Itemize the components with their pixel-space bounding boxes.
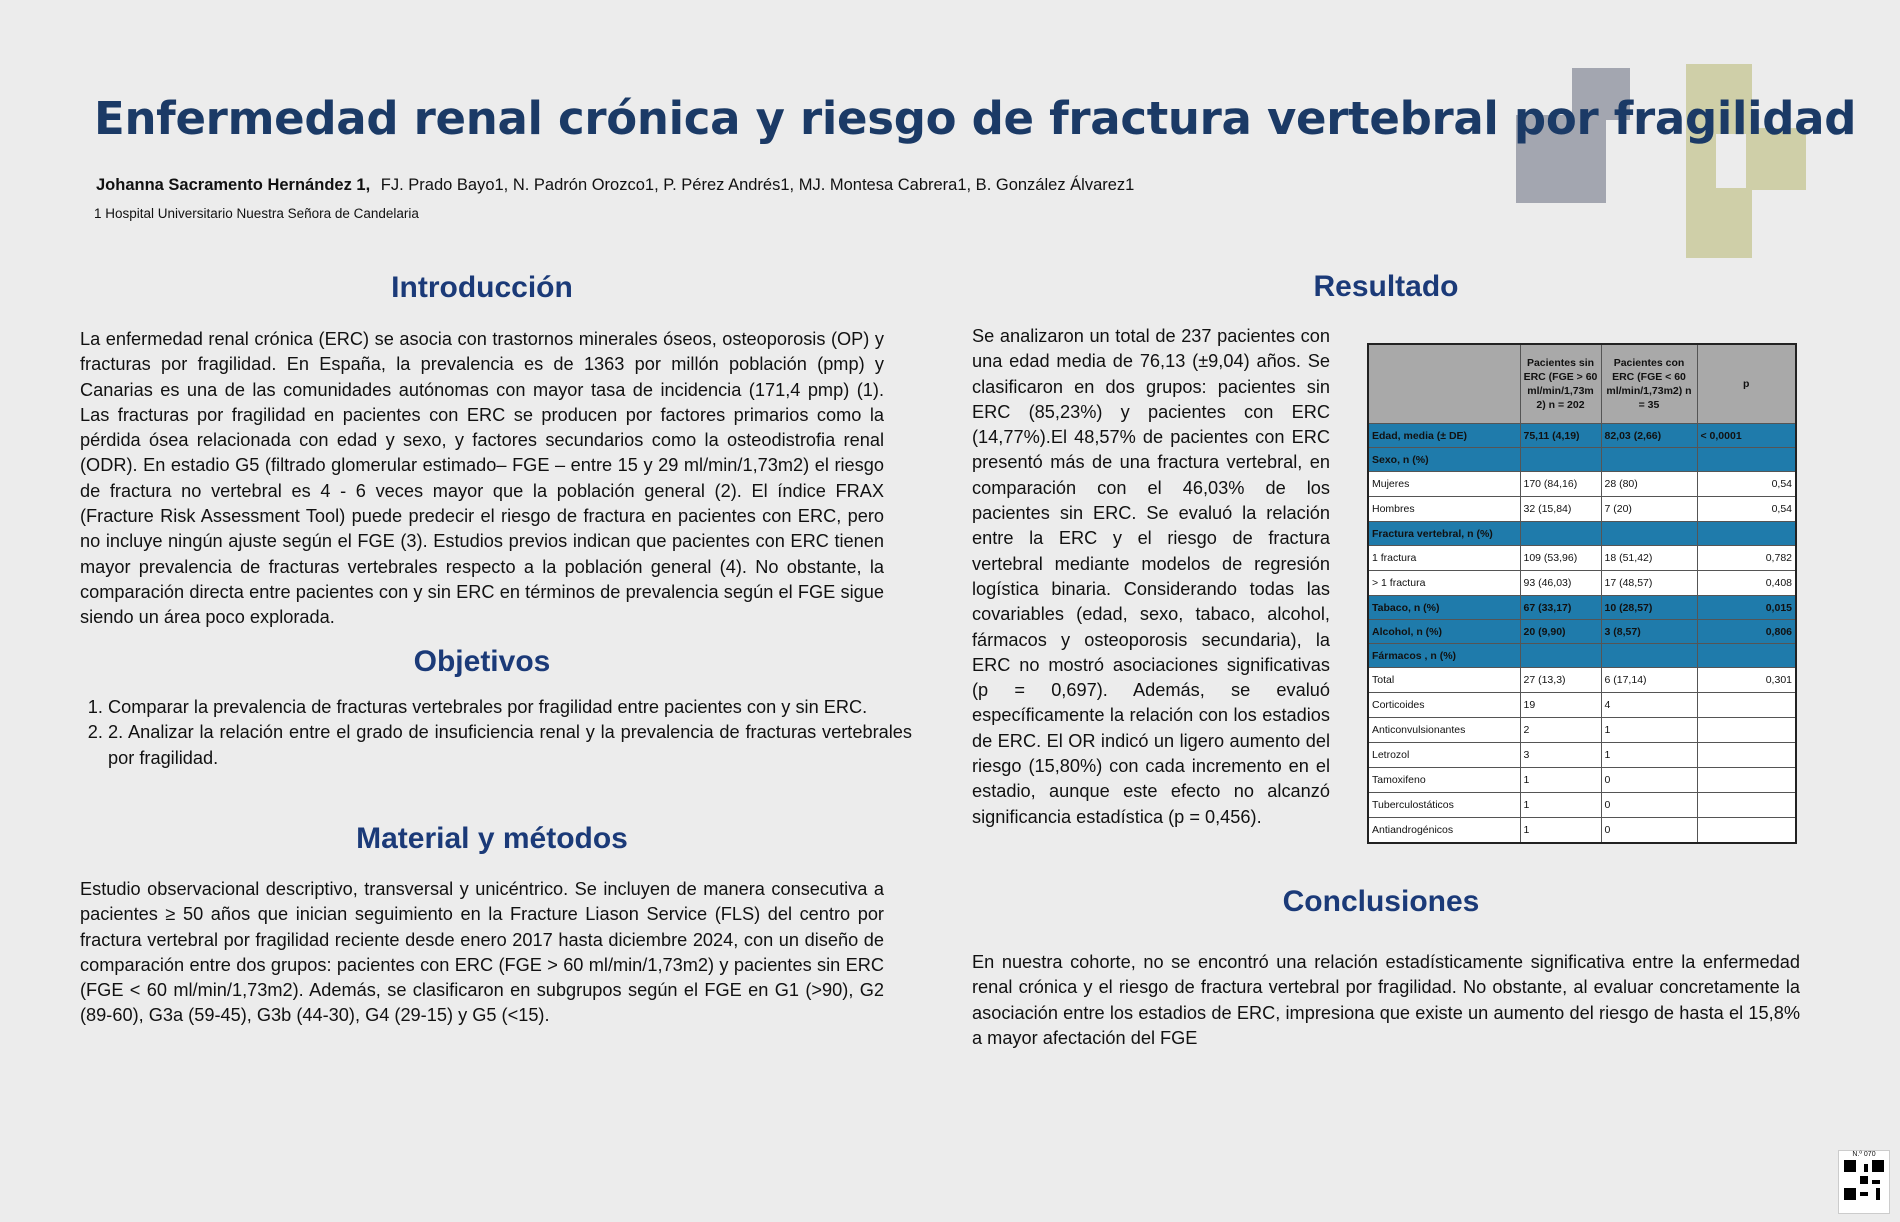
results-text: Se analizaron un total de 237 pacientes con una edad media de 76,13 (±9,04) años. Se clasificaron en dos grupos: pacientes sin ERC (85,23%) y pacientes con ERC (14,77%).El 48,57% de pacientes con ERC presentó más de una fractura vertebral, en comparación con el 46,03% de los pacientes sin ERC. Se evaluó la relación entre la ERC y el riesgo de fractura vertebral mediante modelos de regresión logística binaria. Considerando todas las covariables (edad, sexo, tabaco, alcohol, fármacos y osteoporosis secundaria), la ERC no mostró asociaciones significativas (p = 0,697). Además, se evaluó específicamente la relación con los estadios de ERC. El OR indicó un ligero aumento del riesgo (15,80%) con cada incremento en el estadio, aunque este efecto no alcanzó significancia estadística (p = 0,456). (972, 326, 1330, 827)
table-cell: 4 (1601, 693, 1697, 718)
table-cell: 27 (13,3) (1520, 668, 1601, 693)
table-row (1368, 497, 1796, 522)
table-row-label: Total (1368, 668, 1520, 693)
table-row (1368, 743, 1796, 768)
table-cell (1520, 644, 1601, 668)
table-cell: 0,782 (1697, 546, 1796, 571)
table-cell: 93 (46,03) (1520, 571, 1601, 596)
table-cell: 17 (48,57) (1601, 571, 1697, 596)
table-row (1368, 620, 1796, 644)
table-cell: 0,806 (1697, 620, 1796, 644)
table-cell: 0,408 (1697, 571, 1796, 596)
table-cell (1520, 522, 1601, 546)
table-row-label: Alcohol, n (%) (1368, 620, 1520, 644)
table-row (1368, 546, 1796, 571)
affiliation: 1 Hospital Universitario Nuestra Señora de Candelaria (94, 206, 419, 221)
table-cell (1520, 448, 1601, 472)
table-body (1368, 424, 1796, 844)
table-header-cell: Pacientes sin ERC (FGE > 60 ml/min/1,73m 2) n = 202 (1520, 344, 1601, 424)
table-cell: 170 (84,16) (1520, 472, 1601, 497)
table-header-cell (1368, 344, 1520, 424)
table-cell: 0 (1601, 768, 1697, 793)
table-row (1368, 693, 1796, 718)
table-row (1368, 596, 1796, 620)
objectives-list (80, 695, 912, 771)
objective-item: 2. 2. Analizar la relación entre el grado de insuficiencia renal y la prevalencia de fracturas vertebrales por fragilidad. (108, 720, 912, 771)
table-cell: 1 (1520, 768, 1601, 793)
intro-heading: Introducción (391, 271, 573, 304)
table-row-label: Tamoxifeno (1368, 768, 1520, 793)
methods-text: Estudio observacional descriptivo, transversal y unicéntrico. Se incluyen de manera consecutiva a pacientes ≥ 50 años que inician seguimiento en la Fracture Liason Service (FLS) del centro por fractura vertebral por fragilidad reciente desde enero 2017 hasta diciembre 2024, con un diseño de comparación entre dos grupos: pacientes con ERC (FGE > 60 ml/min/1,73m2) y pacientes sin ERC (FGE < 60 ml/min/1,73m2). Además, se clasificaron en subgrupos según el FGE en G1 (>90), G2 (89-60), G3a (59-45), G3b (44-30), G4 (29-15) y G5 (<15). (80, 879, 884, 1026)
table-row-label: Tuberculostáticos (1368, 793, 1520, 818)
table-row (1368, 522, 1796, 546)
objectives-heading: Objetivos (413, 645, 551, 678)
table-row (1368, 424, 1796, 448)
table-cell (1601, 644, 1697, 668)
author-line (96, 176, 1134, 195)
lead-author: Johanna Sacramento Hernández 1 (96, 176, 366, 194)
table-cell: 1 (1520, 818, 1601, 844)
table-cell: 0,301 (1697, 668, 1796, 693)
table-cell (1697, 644, 1796, 668)
table-cell: 2 (1520, 718, 1601, 743)
author-separator: , (365, 176, 371, 194)
table-cell: 75,11 (4,19) (1520, 424, 1601, 448)
table-cell: 1 (1601, 718, 1697, 743)
table-cell: < 0,0001 (1697, 424, 1796, 448)
table-cell: 10 (28,57) (1601, 596, 1697, 620)
table-cell (1601, 448, 1697, 472)
table-cell (1697, 818, 1796, 844)
table-row-label: Anticonvulsionantes (1368, 718, 1520, 743)
table-cell: 1 (1520, 793, 1601, 818)
table-cell: 3 (1520, 743, 1601, 768)
table-row-label: Tabaco, n (%) (1368, 596, 1520, 620)
results-table (1367, 343, 1797, 844)
table-cell: 20 (9,90) (1520, 620, 1601, 644)
table-cell (1697, 718, 1796, 743)
table-cell: 0 (1601, 793, 1697, 818)
table-cell (1601, 522, 1697, 546)
table-cell: 32 (15,84) (1520, 497, 1601, 522)
table-cell: 7 (20) (1601, 497, 1697, 522)
coauthors: FJ. Prado Bayo1, N. Padrón Orozco1, P. Pérez Andrés1, MJ. Montesa Cabrera1, B. González Álvarez1 (380, 176, 1135, 194)
poster-title: Enfermedad renal crónica y riesgo de fractura vertebral por fragilidad (94, 92, 1857, 145)
table-cell: 67 (33,17) (1520, 596, 1601, 620)
table-cell: 82,03 (2,66) (1601, 424, 1697, 448)
table-row-label: Letrozol (1368, 743, 1520, 768)
table-cell (1697, 793, 1796, 818)
table-row-label: Antiandrogénicos (1368, 818, 1520, 844)
table-row-label: 1 fractura (1368, 546, 1520, 571)
conclusions-text: En nuestra cohorte, no se encontró una relación estadísticamente significativa entre la enfermedad renal crónica y el riesgo de fractura vertebral por fragilidad. No obstante, al evaluar concretamente la asociación entre los estadios de ERC, impresiona que existe un aumento del riesgo de hasta el 15,8% a mayor afectación del FGE (972, 952, 1800, 1048)
table-row (1368, 571, 1796, 596)
table-row (1368, 793, 1796, 818)
results-heading: Resultado (1313, 270, 1459, 303)
table-cell (1697, 743, 1796, 768)
table-row (1368, 768, 1796, 793)
table-row (1368, 448, 1796, 472)
table-cell: 109 (53,96) (1520, 546, 1601, 571)
table-cell: 19 (1520, 693, 1601, 718)
table-row-label: Fractura vertebral, n (%) (1368, 522, 1520, 546)
table-cell: 18 (51,42) (1601, 546, 1697, 571)
table-header-row (1368, 344, 1796, 424)
table-row-label: Fármacos , n (%) (1368, 644, 1520, 668)
methods-heading: Material y métodos (356, 822, 628, 855)
conclusions-heading: Conclusiones (1282, 885, 1480, 918)
table-row (1368, 818, 1796, 844)
table-cell (1697, 522, 1796, 546)
table-row-label: Edad, media (± DE) (1368, 424, 1520, 448)
table-cell (1697, 768, 1796, 793)
table-cell: 1 (1601, 743, 1697, 768)
table-row-label: Hombres (1368, 497, 1520, 522)
table-row-label: Mujeres (1368, 472, 1520, 497)
table-cell: 28 (80) (1601, 472, 1697, 497)
qr-label: N.º 070 (1852, 1151, 1876, 1158)
table-header-cell: Pacientes con ERC (FGE < 60 ml/min/1,73m2) n = 35 (1601, 344, 1697, 424)
qr-icon (1844, 1160, 1884, 1200)
table-row (1368, 718, 1796, 743)
table-row-label: Corticoides (1368, 693, 1520, 718)
table-cell: 0,54 (1697, 472, 1796, 497)
table-cell: 6 (17,14) (1601, 668, 1697, 693)
table-header-cell: p (1697, 344, 1796, 424)
intro-text: La enfermedad renal crónica (ERC) se asocia con trastornos minerales óseos, osteoporosis (OP) y fracturas por fragilidad. En España, la prevalencia es de 1363 por millón población (pmp) y Canarias es una de las comunidades autónomas con mayor tasa de incidencia (171,4 pmp) (1). Las fracturas por fragilidad en pacientes con ERC se producen por factores primarios como la pérdida ósea relacionada con edad y sexo, y factores secundarios como la osteodistrofia renal (ODR). En estadio G5 (filtrado glomerular estimado– FGE – entre 15 y 29 ml/min/1,73m2) el riesgo de fractura no vertebral es 4 - 6 veces mayor que la población general (2). El índice FRAX (Fracture Risk Assessment Tool) puede predecir el riesgo de fractura en pacientes con ERC, pero no incluye ningún ajuste según el FGE (3). Estudios previos indican que pacientes con ERC tienen mayor prevalencia de fracturas vertebrales respecto a la población general (4). No obstante, la comparación directa entre pacientes con y sin ERC en términos de prevalencia según el FGE sigue siendo un área poco explorada. (80, 329, 884, 628)
table-row-label: Sexo, n (%) (1368, 448, 1520, 472)
table-cell: 0,015 (1697, 596, 1796, 620)
table-row (1368, 644, 1796, 668)
table-cell: 0,54 (1697, 497, 1796, 522)
table-row (1368, 472, 1796, 497)
table-cell (1697, 693, 1796, 718)
qr-code (1838, 1150, 1890, 1214)
table-cell: 3 (8,57) (1601, 620, 1697, 644)
table-row-label: > 1 fractura (1368, 571, 1520, 596)
table-row (1368, 668, 1796, 693)
table-cell (1697, 448, 1796, 472)
table-cell: 0 (1601, 818, 1697, 844)
objective-item: 1. Comparar la prevalencia de fracturas vertebrales por fragilidad entre pacientes con y sin ERC. (108, 695, 912, 720)
